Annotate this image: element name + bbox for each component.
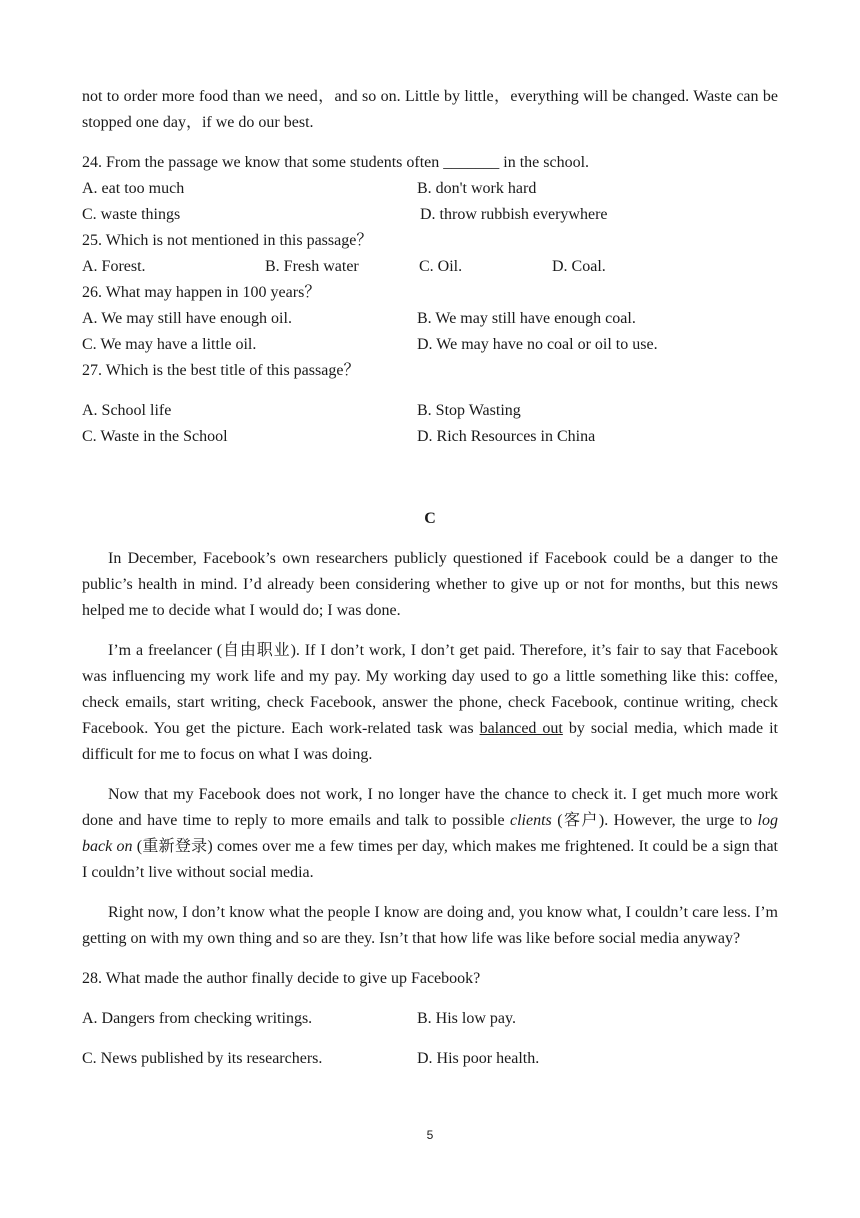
option-c: C. Oil. [419,258,463,275]
document-page [82,84,778,1072]
option-a: A. Forest. [82,258,146,275]
question-stem: 27. Which is the best title of this passage？ [82,362,360,379]
option-b: B. Fresh water [265,258,359,275]
option-a: A. Dangers from checking writings. [82,1010,313,1027]
option-c: C. Waste in the School [82,428,228,445]
option-a: A. School life [82,402,172,419]
section-title: C [424,510,436,527]
paragraph-text: Now that my Facebook does not work, I no longer have the chance to check it. I get much more work done and have time to reply to more emails and talk to possible [82,786,778,829]
option-a: A. eat too much [82,180,185,197]
passage-paragraph-2 [82,638,778,768]
passage-paragraph-4: Right now, I don’t know what the people I know are doing and, you know what, I couldn’t care less. I’m getting on with my own thing and so are they. Isn’t that how life was like before social media anyway? [82,904,778,947]
question-stem: 28. What made the author finally decide to give up Facebook? [82,970,481,987]
option-b: B. Stop Wasting [417,402,521,419]
underlined-phrase: balanced out [479,720,563,737]
question-24 [82,150,778,228]
page-number: 5 [426,1128,434,1142]
option-b: B. His low pay. [417,1010,516,1027]
option-d: D. Rich Resources in China [417,428,596,445]
question-27 [82,358,778,450]
passage-paragraph-3 [82,782,778,886]
question-28 [82,966,778,1072]
question-stem: 25. Which is not mentioned in this passage？ [82,232,373,249]
intro-paragraph: not to order more food than we need，and so on. Little by little，everything will be changed. Waste can be stopped one day，if we do our best. [82,88,778,131]
paragraph-text: (客户). However, the urge to [551,812,758,829]
paragraph-text: (重新登录) comes over me a few times per day, which makes me frightened. It could be a sign that I couldn’t live without social media. [82,838,778,881]
option-d: D. His poor health. [417,1050,540,1067]
italic-term: clients [510,812,552,829]
option-c: C. waste things [82,206,181,223]
question-stem: 24. From the passage we know that some students often _______ in the school. [82,154,590,171]
option-b: B. We may still have enough coal. [417,310,636,327]
passage-paragraph-1: In December, Facebook’s own researchers publicly questioned if Facebook could be a danger to the public’s health in mind. I’d already been considering whether to give up or not for months, but this news helped me to decide what I would do; I was done. [82,550,778,619]
question-25 [82,228,778,280]
italic-term: log back on [82,812,778,855]
question-26 [82,280,778,358]
question-stem: 26. What may happen in 100 years？ [82,284,321,301]
option-c: C. News published by its researchers. [82,1050,323,1067]
option-c: C. We may have a little oil. [82,336,257,353]
option-d: D. throw rubbish everywhere [420,206,608,223]
paragraph-text: I’m a freelancer (自由职业). If I don’t work, I don’t get paid. Therefore, it’s fair to say that Facebook was influencing my work life and my pay. My working day used to go a little something like this: coffee, check emails, start writing, check Facebook, answer the phone, check Facebook, continue writing, check Facebook. You get the picture. Each work-related task was [82,642,778,737]
option-a: A. We may still have enough oil. [82,310,292,327]
paragraph-text: by social media, which made it difficult for me to focus on what I was doing. [82,720,778,763]
option-d: D. Coal. [552,258,606,275]
option-d: D. We may have no coal or oil to use. [417,336,658,353]
option-b: B. don't work hard [417,180,537,197]
